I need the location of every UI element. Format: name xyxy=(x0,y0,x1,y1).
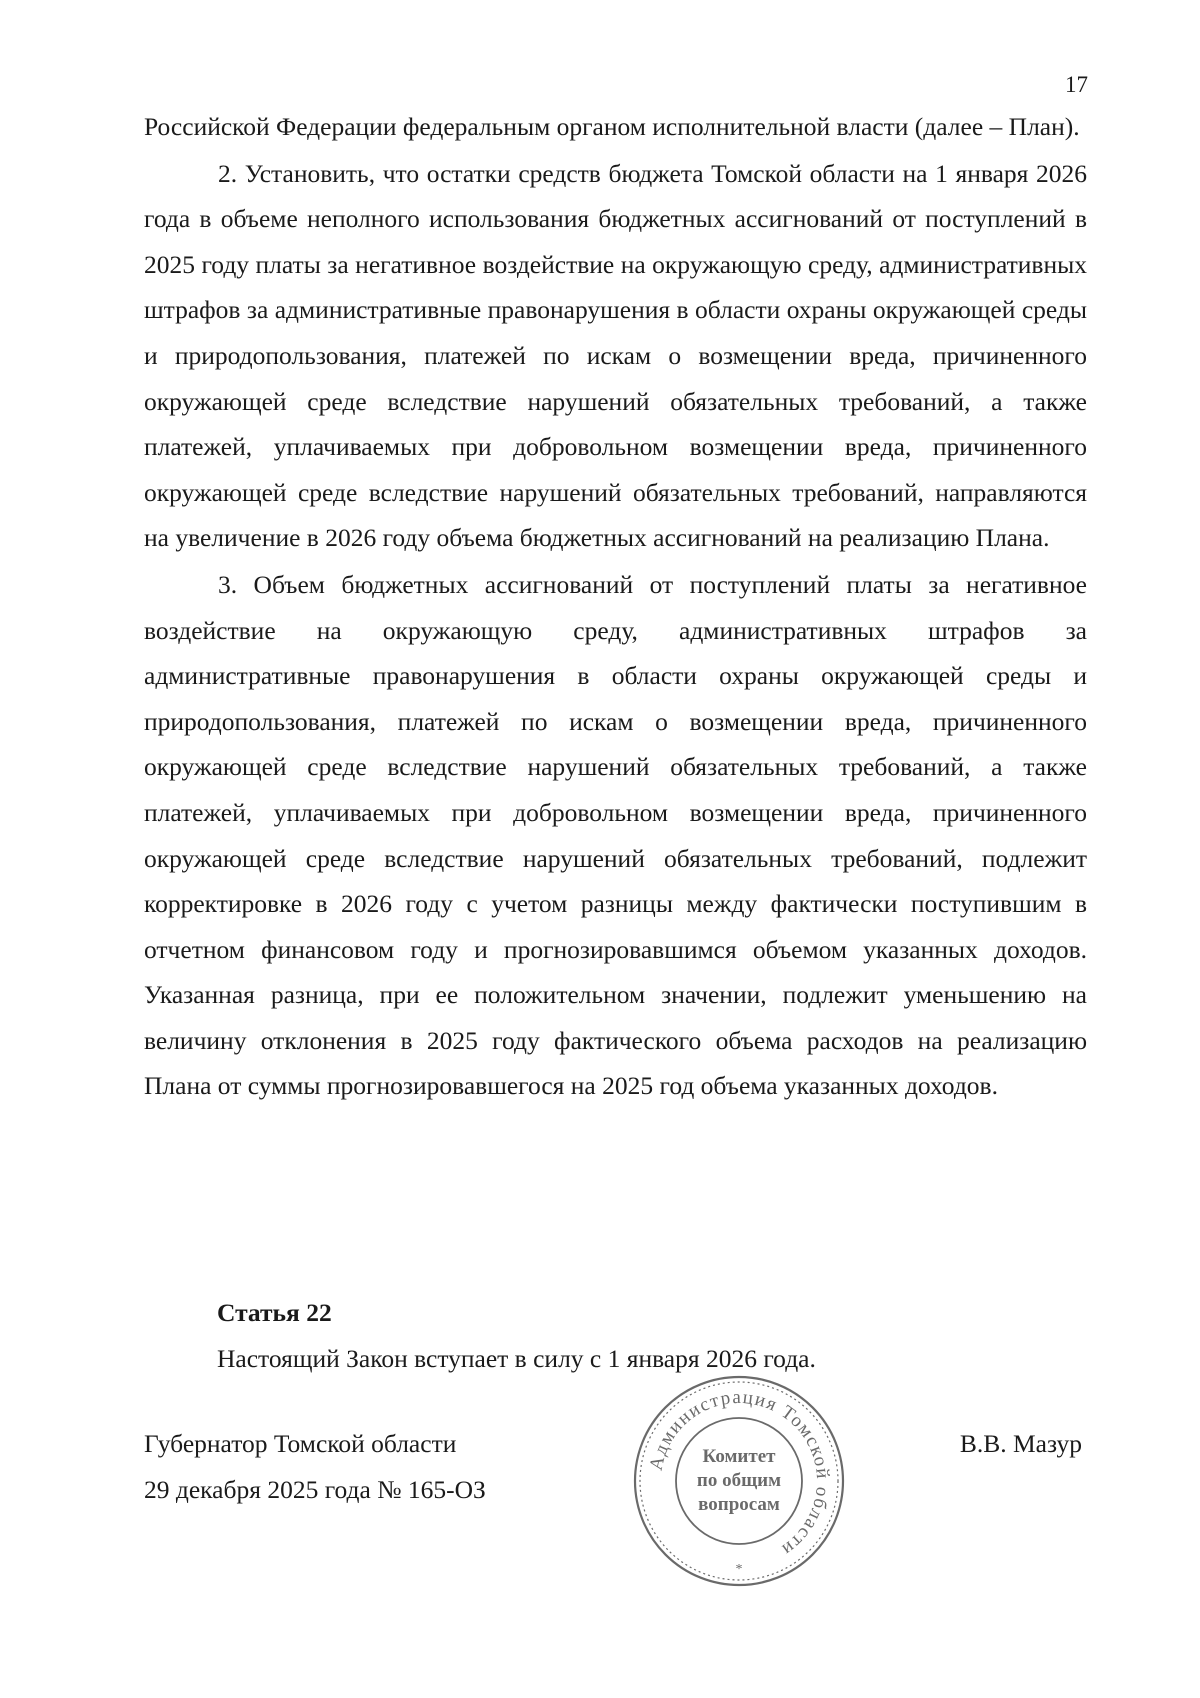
law-date-number: 29 декабря 2025 года № 165-ОЗ xyxy=(144,1474,486,1504)
body-text xyxy=(144,104,1087,1110)
paragraph-item-2: 2. Установить, что остатки средств бюджета Томской области на 1 января 2026 года в объеме неполного использования бюджетных ассигнований от поступлений в 2025 году платы за негативное воздействие на окружающую среду, административных штрафов за административные правонарушения в области охраны окружающей среды и природопользования, платежей по искам о возмещении вреда, причиненного окружающей среде вследствие нарушений обязательных требований, а также платежей, уплачиваемых при добровольном возмещении вреда, причиненного окружающей среде вследствие нарушений обязательных требований, направляются на увеличение в 2026 году объема бюджетных ассигнований на реализацию Плана. xyxy=(144,158,1087,553)
page-number: 17 xyxy=(1065,72,1088,97)
article-text: Настоящий Закон вступает в силу с 1 января 2026 года. xyxy=(217,1343,816,1373)
signature-block xyxy=(144,1421,486,1512)
paragraph-continuation: Российской Федерации федеральным органом исполнительной власти (далее – План). xyxy=(144,112,1080,141)
paragraph-item-3: 3. Объем бюджетных ассигнований от поступлений платы за негативное воздействие на окружающую среду, административных штрафов за административные правонарушения в области охраны окружающей среды и природопользования, платежей по искам о возмещении вреда, причиненного окружающей среде вследствие нарушений обязательных требований, а также платежей, уплачиваемых при добровольном возмещении вреда, причиненного окружающей среде вследствие нарушений обязательных требований, подлежит корректировке в 2026 году с учетом разницы между фактически поступившим в отчетном финансовом году и прогнозировавшимся объемом указанных доходов. Указанная разница, при ее положительном значении, подлежит уменьшению на величину отклонения в 2025 году фактического объема расходов на реализацию Плана от суммы прогнозировавшегося на 2025 год объема указанных доходов. xyxy=(144,569,1087,1101)
signatory-name: В.В. Мазур xyxy=(959,1429,1082,1458)
svg-text:Комитет: Комитет xyxy=(702,1446,776,1467)
svg-text:*: * xyxy=(735,1562,743,1577)
article-title: Статья 22 xyxy=(217,1298,332,1327)
svg-text:вопросам: вопросам xyxy=(698,1494,780,1515)
svg-text:Администрация Томской области: Администрация Томской области xyxy=(645,1386,834,1561)
official-stamp xyxy=(628,1370,850,1592)
svg-text:по общим: по общим xyxy=(696,1470,782,1491)
article-section xyxy=(217,1290,1087,1381)
signatory-position: Губернатор Томской области xyxy=(144,1429,457,1458)
stamp-seal-icon xyxy=(628,1370,850,1592)
